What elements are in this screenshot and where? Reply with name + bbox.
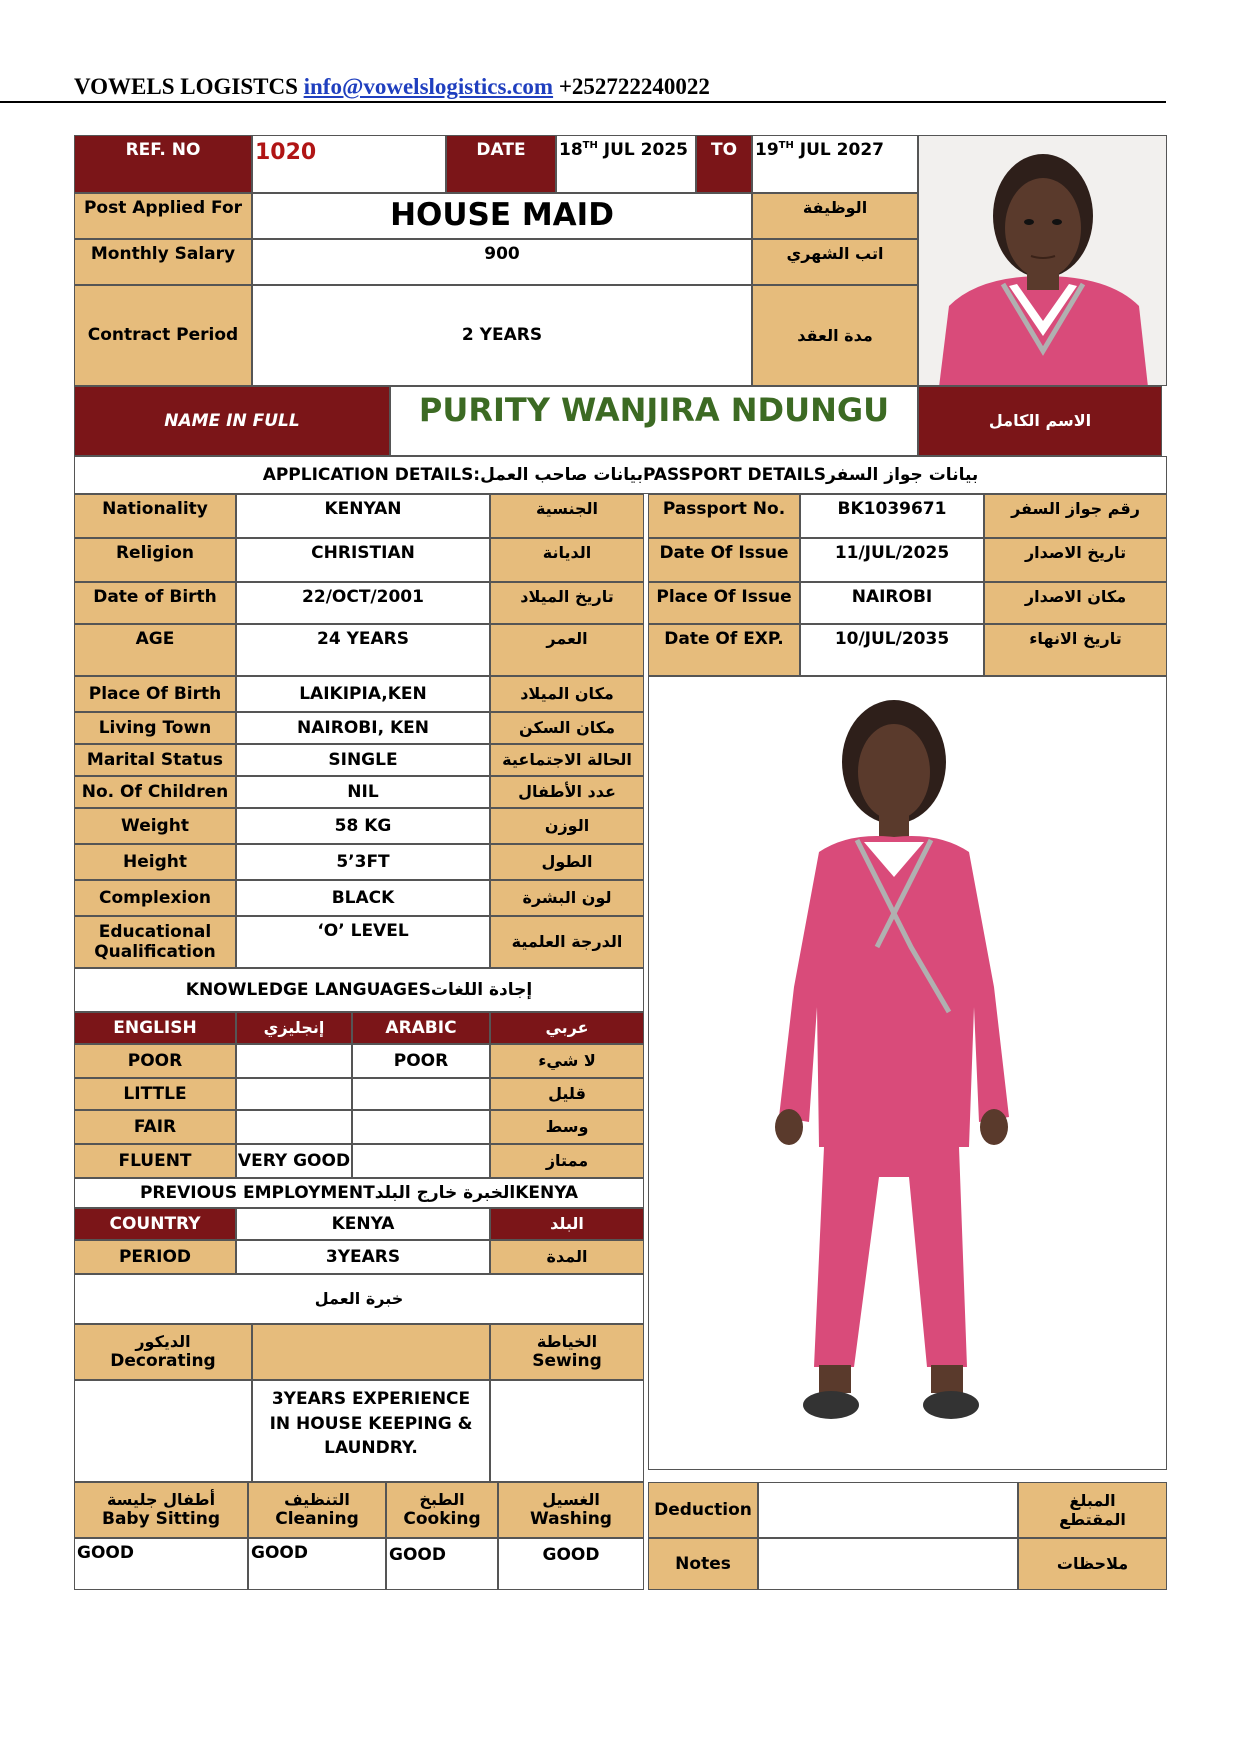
- passport-label: Passport No.: [648, 494, 800, 538]
- passport-ar: مكان الاصدار: [984, 582, 1167, 624]
- field-label: Weight: [74, 808, 236, 844]
- field-value: 58 KG: [236, 808, 490, 844]
- name-label: NAME IN FULL: [74, 386, 390, 456]
- post-ar: الوظيفة: [752, 193, 918, 239]
- field-ar: عدد الأطفال: [490, 776, 644, 808]
- skill-header: [386, 1482, 498, 1538]
- language-level-ar: لا شيء: [490, 1044, 644, 1078]
- employment-title: PREVIOUS EMPLOYMENTالخبرة خارج البلدKENYA: [74, 1178, 644, 1208]
- contract-ar: مدة العقد: [752, 285, 918, 386]
- field-value: KENYAN: [236, 494, 490, 538]
- salary-ar: اتب الشهري: [752, 239, 918, 285]
- letterhead: [74, 74, 710, 100]
- field-ar: تاريخ الميلاد: [490, 582, 644, 624]
- to-sup: TH: [778, 140, 794, 151]
- passport-ar: تاريخ الانهاء: [984, 624, 1167, 676]
- deduction-label: Deduction: [648, 1482, 758, 1538]
- skill-ar: الغسيل: [542, 1490, 600, 1510]
- field-label: AGE: [74, 624, 236, 676]
- experience-blank: [252, 1324, 490, 1380]
- country-ar: البلد: [490, 1208, 644, 1240]
- passport-value: BK1039671: [800, 494, 984, 538]
- post-value: HOUSE MAID: [252, 193, 752, 239]
- field-label: Date of Birth: [74, 582, 236, 624]
- passport-ar: تاريخ الاصدار: [984, 538, 1167, 582]
- experience-title: خبرة العمل: [74, 1274, 644, 1324]
- headshot-photo: [918, 135, 1167, 386]
- passport-value: NAIROBI: [800, 582, 984, 624]
- ref-value: 1020: [252, 135, 446, 193]
- language-level-ar: ممتاز: [490, 1144, 644, 1178]
- to-rest: JUL 2027: [793, 140, 884, 160]
- english-level: [236, 1078, 352, 1110]
- ref-label: REF. NO: [74, 135, 252, 193]
- language-level: FLUENT: [74, 1144, 236, 1178]
- to-day: 19: [755, 140, 779, 160]
- to-label: TO: [696, 135, 752, 193]
- passport-value: 10/JUL/2035: [800, 624, 984, 676]
- full-name: PURITY WANJIRA NDUNGU: [390, 386, 918, 456]
- skill-value: GOOD: [386, 1538, 498, 1590]
- contract-label: Contract Period: [74, 285, 252, 386]
- english-header-ar: إنجليزي: [236, 1012, 352, 1044]
- passport-label: Date Of EXP.: [648, 624, 800, 676]
- arabic-level: [352, 1110, 490, 1144]
- languages-title: KNOWLEDGE LANGUAGESإجادة اللغات: [74, 968, 644, 1012]
- language-level: LITTLE: [74, 1078, 236, 1110]
- headshot-illustration: [919, 136, 1167, 386]
- decorating-label: Decorating: [110, 1351, 216, 1372]
- field-label: Place Of Birth: [74, 676, 236, 712]
- field-value: SINGLE: [236, 744, 490, 776]
- arabic-level: [352, 1078, 490, 1110]
- name-ar: الاسم الكامل: [918, 386, 1162, 456]
- english-header: ENGLISH: [74, 1012, 236, 1044]
- english-level: [236, 1044, 352, 1078]
- notes-ar: ملاحظات: [1018, 1538, 1167, 1590]
- field-ar: الديانة: [490, 538, 644, 582]
- sewing-label: Sewing: [532, 1351, 602, 1372]
- date-day: 18: [559, 140, 583, 160]
- field-value: ‘O’ LEVEL: [236, 916, 490, 968]
- skill-label: Cooking: [403, 1509, 481, 1530]
- field-value: 22/OCT/2001: [236, 582, 490, 624]
- field-label: Educational Qualification: [74, 916, 236, 968]
- field-value: NAIROBI, KEN: [236, 712, 490, 744]
- english-level: [236, 1110, 352, 1144]
- field-ar: الحالة الاجتماعية: [490, 744, 644, 776]
- experience-empty-left: [74, 1380, 252, 1482]
- experience-note: 3YEARS EXPERIENCE IN HOUSE KEEPING & LAUNDRY.: [252, 1380, 490, 1482]
- field-ar: الجنسية: [490, 494, 644, 538]
- notes-label: Notes: [648, 1538, 758, 1590]
- experience-empty-right: [490, 1380, 644, 1482]
- arabic-header: ARABIC: [352, 1012, 490, 1044]
- skill-header: [74, 1482, 248, 1538]
- post-label: Post Applied For: [74, 193, 252, 239]
- arabic-header-ar: عربي: [490, 1012, 644, 1044]
- field-value: NIL: [236, 776, 490, 808]
- decorating-ar: الديكور: [135, 1332, 191, 1352]
- english-level: VERY GOOD: [236, 1144, 352, 1178]
- language-level-ar: قليل: [490, 1078, 644, 1110]
- field-label: Marital Status: [74, 744, 236, 776]
- arabic-level: [352, 1144, 490, 1178]
- field-value: 24 YEARS: [236, 624, 490, 676]
- sewing-cell: [490, 1324, 644, 1380]
- skill-label: Baby Sitting: [101, 1509, 221, 1530]
- field-value: BLACK: [236, 880, 490, 916]
- passport-value: 11/JUL/2025: [800, 538, 984, 582]
- skill-value: GOOD: [248, 1538, 386, 1590]
- field-label: Complexion: [74, 880, 236, 916]
- field-value: CHRISTIAN: [236, 538, 490, 582]
- skill-value: GOOD: [498, 1538, 644, 1590]
- field-label: Nationality: [74, 494, 236, 538]
- to-value: [752, 135, 918, 193]
- section-title: APPLICATION DETAILS:بيانات صاحب العملPASSPORT DETAILSبيانات جواز السفر: [74, 456, 1167, 494]
- field-label: Living Town: [74, 712, 236, 744]
- salary-value: 900: [252, 239, 752, 285]
- field-ar: الوزن: [490, 808, 644, 844]
- salary-label: Monthly Salary: [74, 239, 252, 285]
- date-label: DATE: [446, 135, 556, 193]
- arabic-level: POOR: [352, 1044, 490, 1078]
- skill-header: [248, 1482, 386, 1538]
- email-link[interactable]: info@vowelslogistics.com: [303, 74, 554, 99]
- full-body-photo: [648, 676, 1167, 1470]
- header-divider: [0, 101, 1166, 103]
- skill-label: Washing: [530, 1509, 612, 1530]
- skill-ar: التنظيف: [284, 1490, 350, 1510]
- field-value: LAIKIPIA,KEN: [236, 676, 490, 712]
- skill-value: GOOD: [74, 1538, 248, 1590]
- country-label: COUNTRY: [74, 1208, 236, 1240]
- date-rest: JUL 2025: [597, 140, 688, 160]
- deduction-ar: المبلغ المقتطع: [1018, 1482, 1167, 1538]
- skill-ar: الطبخ: [419, 1490, 465, 1510]
- field-ar: الطول: [490, 844, 644, 880]
- date-sup: TH: [582, 140, 598, 151]
- notes-value: [758, 1538, 1018, 1590]
- skill-ar: أطفال جليسة: [106, 1490, 216, 1510]
- skill-label: Cleaning: [275, 1509, 359, 1530]
- language-level: POOR: [74, 1044, 236, 1078]
- field-value: 5’3FT: [236, 844, 490, 880]
- field-ar: مكان السكن: [490, 712, 644, 744]
- period-value: 3YEARS: [236, 1240, 490, 1274]
- field-ar: العمر: [490, 624, 644, 676]
- field-ar: لون البشرة: [490, 880, 644, 916]
- period-ar: المدة: [490, 1240, 644, 1274]
- language-level: FAIR: [74, 1110, 236, 1144]
- field-label: Height: [74, 844, 236, 880]
- country-value: KENYA: [236, 1208, 490, 1240]
- field-label: No. Of Children: [74, 776, 236, 808]
- sewing-ar: الخياطة: [536, 1332, 598, 1352]
- skill-header: [498, 1482, 644, 1538]
- contract-value: 2 YEARS: [252, 285, 752, 386]
- phone-number: +252722240022: [558, 74, 710, 99]
- company-name: VOWELS LOGISTCS: [74, 74, 298, 99]
- field-ar: مكان الميلاد: [490, 676, 644, 712]
- passport-label: Place Of Issue: [648, 582, 800, 624]
- passport-ar: رقم جواز السفر: [984, 494, 1167, 538]
- field-label: Religion: [74, 538, 236, 582]
- deduction-value: [758, 1482, 1018, 1538]
- passport-label: Date Of Issue: [648, 538, 800, 582]
- language-level-ar: وسط: [490, 1110, 644, 1144]
- decorating-cell: [74, 1324, 252, 1380]
- full-body-illustration: [649, 677, 1167, 1470]
- period-label: PERIOD: [74, 1240, 236, 1274]
- field-ar: الدرجة العلمية: [490, 916, 644, 968]
- date-value: [556, 135, 696, 193]
